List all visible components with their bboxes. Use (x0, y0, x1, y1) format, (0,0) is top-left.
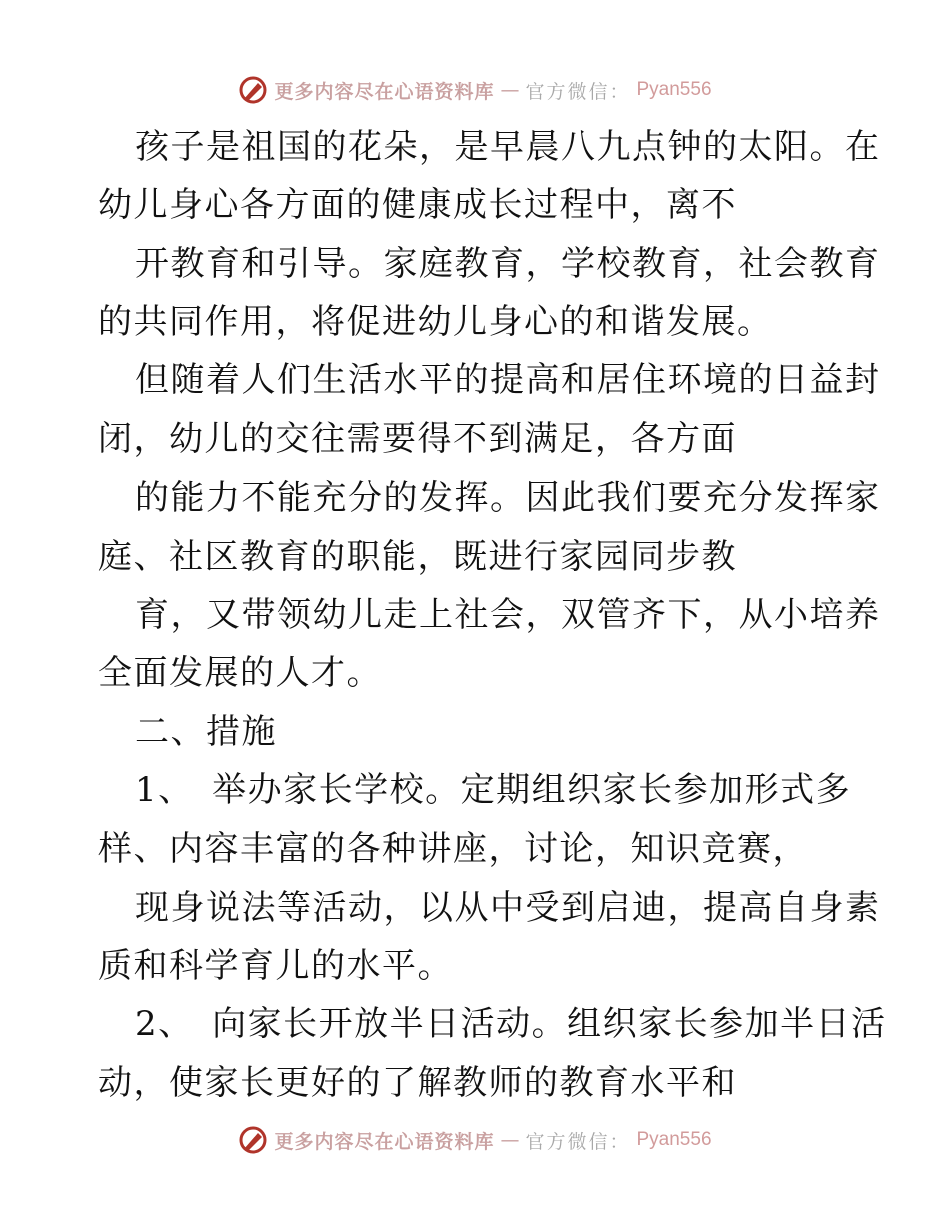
text-line: 样、内容丰富的各种讲座，讨论，知识竞赛， (98, 829, 808, 869)
footer-brand: 更多内容尽在心语资料库 (274, 1130, 495, 1153)
text-line: 闭，幼儿的交往需要得不到满足，各方面 (98, 419, 737, 459)
text-line: 质和科学育儿的水平。 (98, 946, 453, 986)
text-line: 庭、社区教育的职能，既进行家园同步教 (98, 537, 737, 577)
text-line: 孩子是祖国的花朵，是早晨八九点钟的太阳。在 (135, 127, 881, 167)
text-line: 全面发展的人才。 (98, 653, 382, 693)
text-line: 幼儿身心各方面的健康成长过程中，离不 (98, 185, 737, 225)
text-line: 现身说法等活动，以从中受到启迪，提高自身素 (135, 888, 881, 928)
section-heading: 二、措施 (135, 712, 277, 752)
header-official-label: 官方微信： (525, 80, 631, 103)
text-line: 但随着人们生活水平的提高和居住环境的日益封 (135, 360, 881, 400)
text-line: 育，又带领幼儿走上社会，双管齐下，从小培养 (135, 595, 881, 635)
footer-separator: — (500, 1129, 520, 1151)
text-line: 开教育和引导。家庭教育，学校教育，社会教育 (135, 244, 881, 284)
footer-official-label: 官方微信： (525, 1130, 631, 1153)
text-line: 的共同作用，将促进幼儿身心的和谐发展。 (98, 302, 773, 342)
header-separator: — (500, 79, 520, 101)
header-wechat-id: Pyan556 (636, 79, 712, 100)
text-line: 1、 举办家长学校。定期组织家长参加形式多 (135, 770, 852, 810)
pen-logo-icon (238, 1125, 268, 1155)
text-line: 的能力不能充分的发挥。因此我们要充分发挥家 (135, 478, 881, 518)
text-line: 2、 向家长开放半日活动。组织家长参加半日活 (135, 1004, 887, 1044)
text-line: 动，使家长更好的了解教师的教育水平和 (98, 1063, 737, 1103)
header-brand: 更多内容尽在心语资料库 (274, 80, 495, 103)
footer-wechat-id: Pyan556 (636, 1129, 712, 1150)
footer-banner (0, 1120, 950, 1160)
